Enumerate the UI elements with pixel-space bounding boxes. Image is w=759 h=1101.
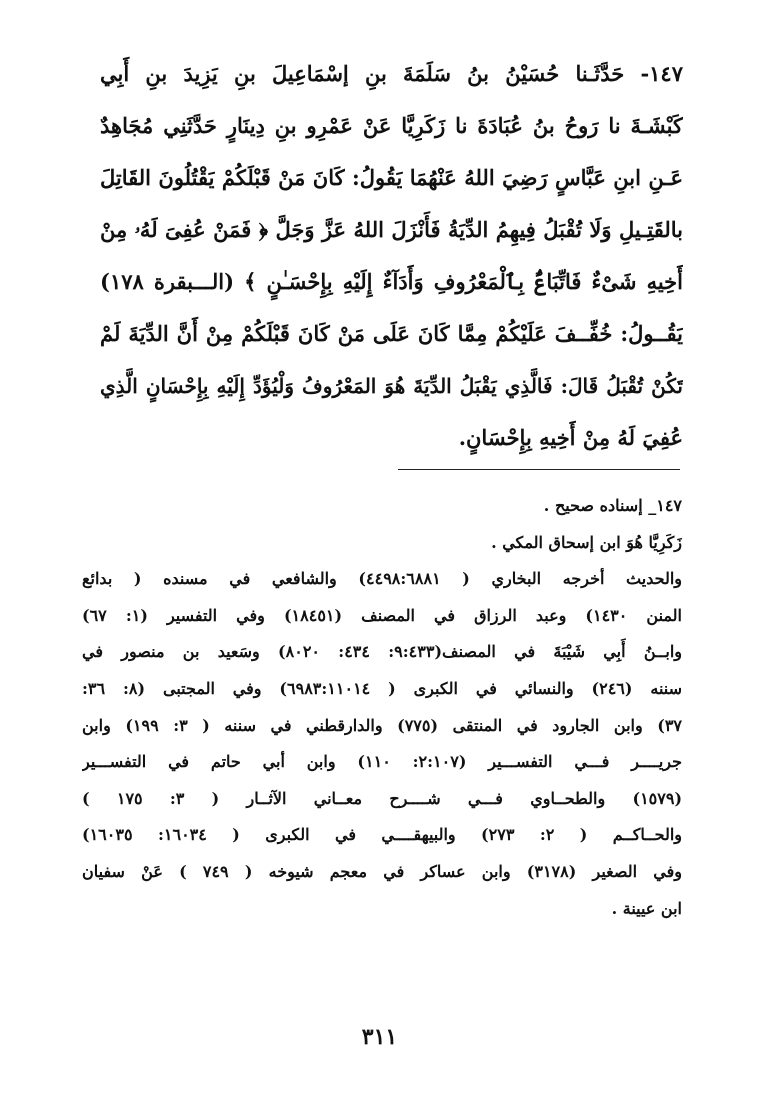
hadith-line: تَكُنْ تُقْبَلُ قَالَ: فَالَّذِي يَقْبَلُ الدِّيَةَ هُوَ المَعْرُوفُ وَلْيُؤَدِّ إِلَيْهِ بِإِحْسَانٍ الَّذِي [100,374,683,398]
footnotes [82,488,682,927]
footnote-line: ٣٧) وابن الجارود في المنتقى (٧٧٥) والدارقطني في سننه ( ٣: ١٩٩) وابن [82,715,682,735]
footnote-line: ابن عيينة . [611,898,682,918]
footnote-line: والحديث أخرجه البخاري ( ٤٤٩٨:٦٨٨١) والشافعي في مسنده ( بدائع [82,569,682,589]
footnote-line: ١٤٧_ إسناده صحيح . [543,496,682,515]
footnote-divider [398,469,680,470]
hadith-line: أَخِيهِ شَىْءٌ فَاتِّبَاعٌۢ بِٱلْمَعْرُوفِ وَأَدَآءٌ إِلَيْهِ بِإِحْسَـٰنٍ ﴾ (الـــبقرة ١٧٨) [100,269,683,294]
footnote-line: زَكَرِيَّا هُوَ ابن إسحاق المكي . [491,532,682,552]
hadith-line: كَبْشَـةَ نا رَوحُ بنُ عُبَادَةَ نا زَكَرِيَّا عَنْ عَمْرِو بنِ دِينَارٍ حَدَّثَنِي مُجَاهِدٌ [100,113,683,138]
hadith-text [100,48,683,464]
footnote-line: وفي الصغير (٣١٧٨) وابن عساكر في معجم شيوخه ( ٧٤٩ ) عَنْ سفيان [82,861,682,881]
hadith-line: ١٤٧- حَدَّثَـنا حُسَيْنُ بنُ سَلَمَةَ بنِ إسْمَاعِيلَ بنِ يَزِيدَ بنِ أَبِي [100,61,683,86]
footnote-line: جريــــر فـــي التفســـير (٢:١٠٧: ١١٠) وابن أبي حاتم في التفســـير [82,752,682,772]
hadith-line: بالقَتِـيلِ وَلَا تُقْبَلُ فِيهِمُ الدِّيَةُ فَأَنْزَلَ اللهُ عَزَّ وَجَلَّ ﴿ فَمَنْ عُفِىَ لَهُۥ مِنْ [100,217,683,242]
hadith-line: عَـنِ ابنِ عَبَّاسٍ رَضِيَ اللهُ عَنْهُمَا يَقُولُ: كَانَ مَنْ قَبْلَكُمْ يَقْتُلُونَ القَاتِلَ [100,165,683,190]
footnote-line: وابــنُ أَبِي شَيْبَةَ في المصنف(٩:٤٣٣: ٤٣٤: ٨٠٢٠) وسَعيد بن منصور في [82,642,682,662]
footnote-line: والحــاكــم ( ٢: ٢٧٣) والبيهقــــي في الكبرى ( ١٦٠٣٤: ١٦٠٣٥) [82,825,682,845]
hadith-line: عُفِيَ لَهُ مِنْ أَخِيهِ بِإِحْسَانٍ. [458,425,683,450]
footnote-line: سننه (٢٤٦) والنسائي في الكبرى ( ٦٩٨٣:١١٠١٤) وفي المجتبى (٨: ٣٦: [82,678,682,698]
hadith-line: يَقُــولُ: خُفِّــفَ عَلَيْكُمْ مِمَّا كَانَ عَلَى مَنْ كَانَ قَبْلَكُمْ مِنْ أَنَّ الدِّيَةَ لَمْ [100,321,683,346]
footnote-line: (١٥٧٩) والطحــاوي فـــي شــــرح معــاني الآثــار ( ٣: ١٧٥ ) [82,788,682,808]
page-number: ٣١١ [361,1024,398,1050]
footnote-line: المنن ١٤٣٠) وعبد الرزاق في المصنف (١٨٤٥١) وفي التفسير (١: ٦٧) [82,605,682,625]
